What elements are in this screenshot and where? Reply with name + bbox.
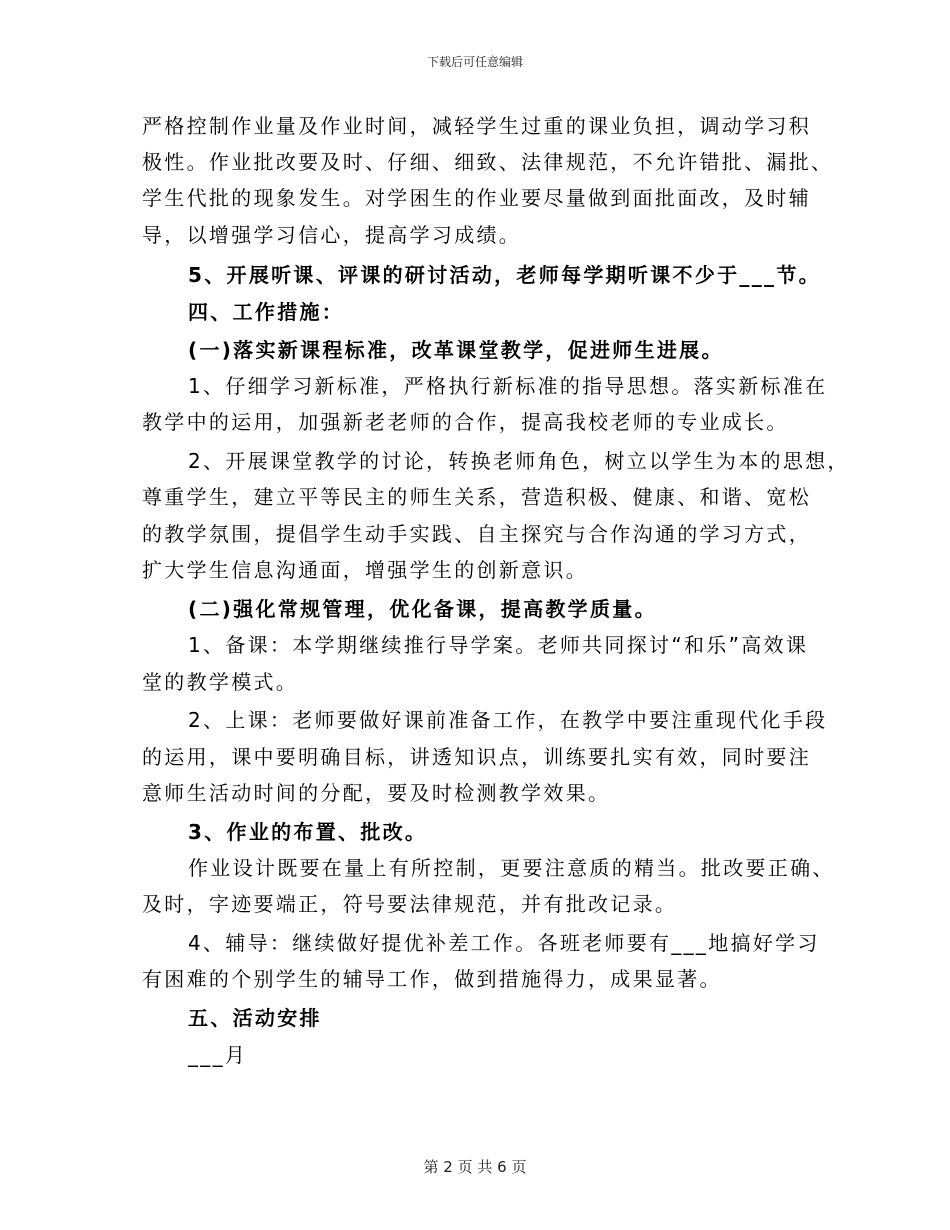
paragraph-line: 2、上课：老师要做好课前准备工作，在教学中要注重现代化手段 [188,708,828,732]
paragraph-line: 尊重学生，建立平等民主的师生关系，营造积极、健康、和谐、宽松 [142,485,811,509]
paragraph-line: 2、开展课堂教学的讨论，转换老师角色，树立以学生为本的思想， [188,449,850,473]
paragraph-line: 及时，字迹要端正，符号要法律规范，并有批改记录。 [142,892,678,916]
section-heading: 四、工作措施： [188,300,345,324]
page-footer: 第 2 页 共 6 页 [423,1158,527,1176]
paragraph-line: 的教学氛围，提倡学生动手实践、自主探究与合作沟通的学习方式， [142,522,811,546]
subsection-heading: (二)强化常规管理，优化备课，提高教学质量。 [188,597,657,621]
paragraph-line: 1、备课：本学期继续推行导学案。老师共同探讨“和乐”高效课 [188,633,809,657]
page-header: 下载后可任意编辑 [426,55,523,69]
paragraph-line: 导，以增强学习信心，提高学习成绩。 [142,223,522,247]
subsection-heading: (一)落实新课程标准，改革课堂教学，促进师生进展。 [188,338,724,362]
paragraph-line: 1、仔细学习新标准，严格执行新标准的指导思想。落实新标准在 [188,374,828,398]
paragraph-line: 堂的教学模式。 [142,670,299,694]
paragraph-line: 极性。作业批改要及时、仔细、细致、法律规范，不允许错批、漏批、 [142,150,834,174]
section-heading: 五、活动安排 [188,1006,322,1030]
paragraph-line: 有困难的个别学生的辅导工作，做到措施得力，成果显著。 [142,967,722,991]
paragraph-line: 作业设计既要在量上有所控制，更要注意质的精当。批改要正确、 [188,856,835,880]
paragraph-line: 教学中的运用，加强新老老师的合作，提高我校老师的专业成长。 [142,410,789,434]
paragraph-line: 学生代批的现象发生。对学困生的作业要尽量做到面批面改，及时辅 [142,186,811,210]
paragraph-line: 扩大学生信息沟通面，增强学生的创新意识。 [142,558,588,582]
item-heading: 5、开展听课、评课的研讨活动，老师每学期听课不少于___节。 [188,263,821,287]
paragraph-line: 意师生活动时间的分配，要及时检测教学效果。 [142,781,611,805]
paragraph-line: ___月 [188,1043,248,1067]
paragraph-line: 的运用，课中要明确目标，讲透知识点，训练要扎实有效，同时要注 [142,745,811,769]
item-heading: 3、作业的布置、批改。 [188,820,428,844]
paragraph-line: 严格控制作业量及作业时间，减轻学生过重的课业负担，调动学习积 [142,114,811,138]
paragraph-line: 4、辅导：继续做好提优补差工作。各班老师要有___地搞好学习 [188,931,820,955]
